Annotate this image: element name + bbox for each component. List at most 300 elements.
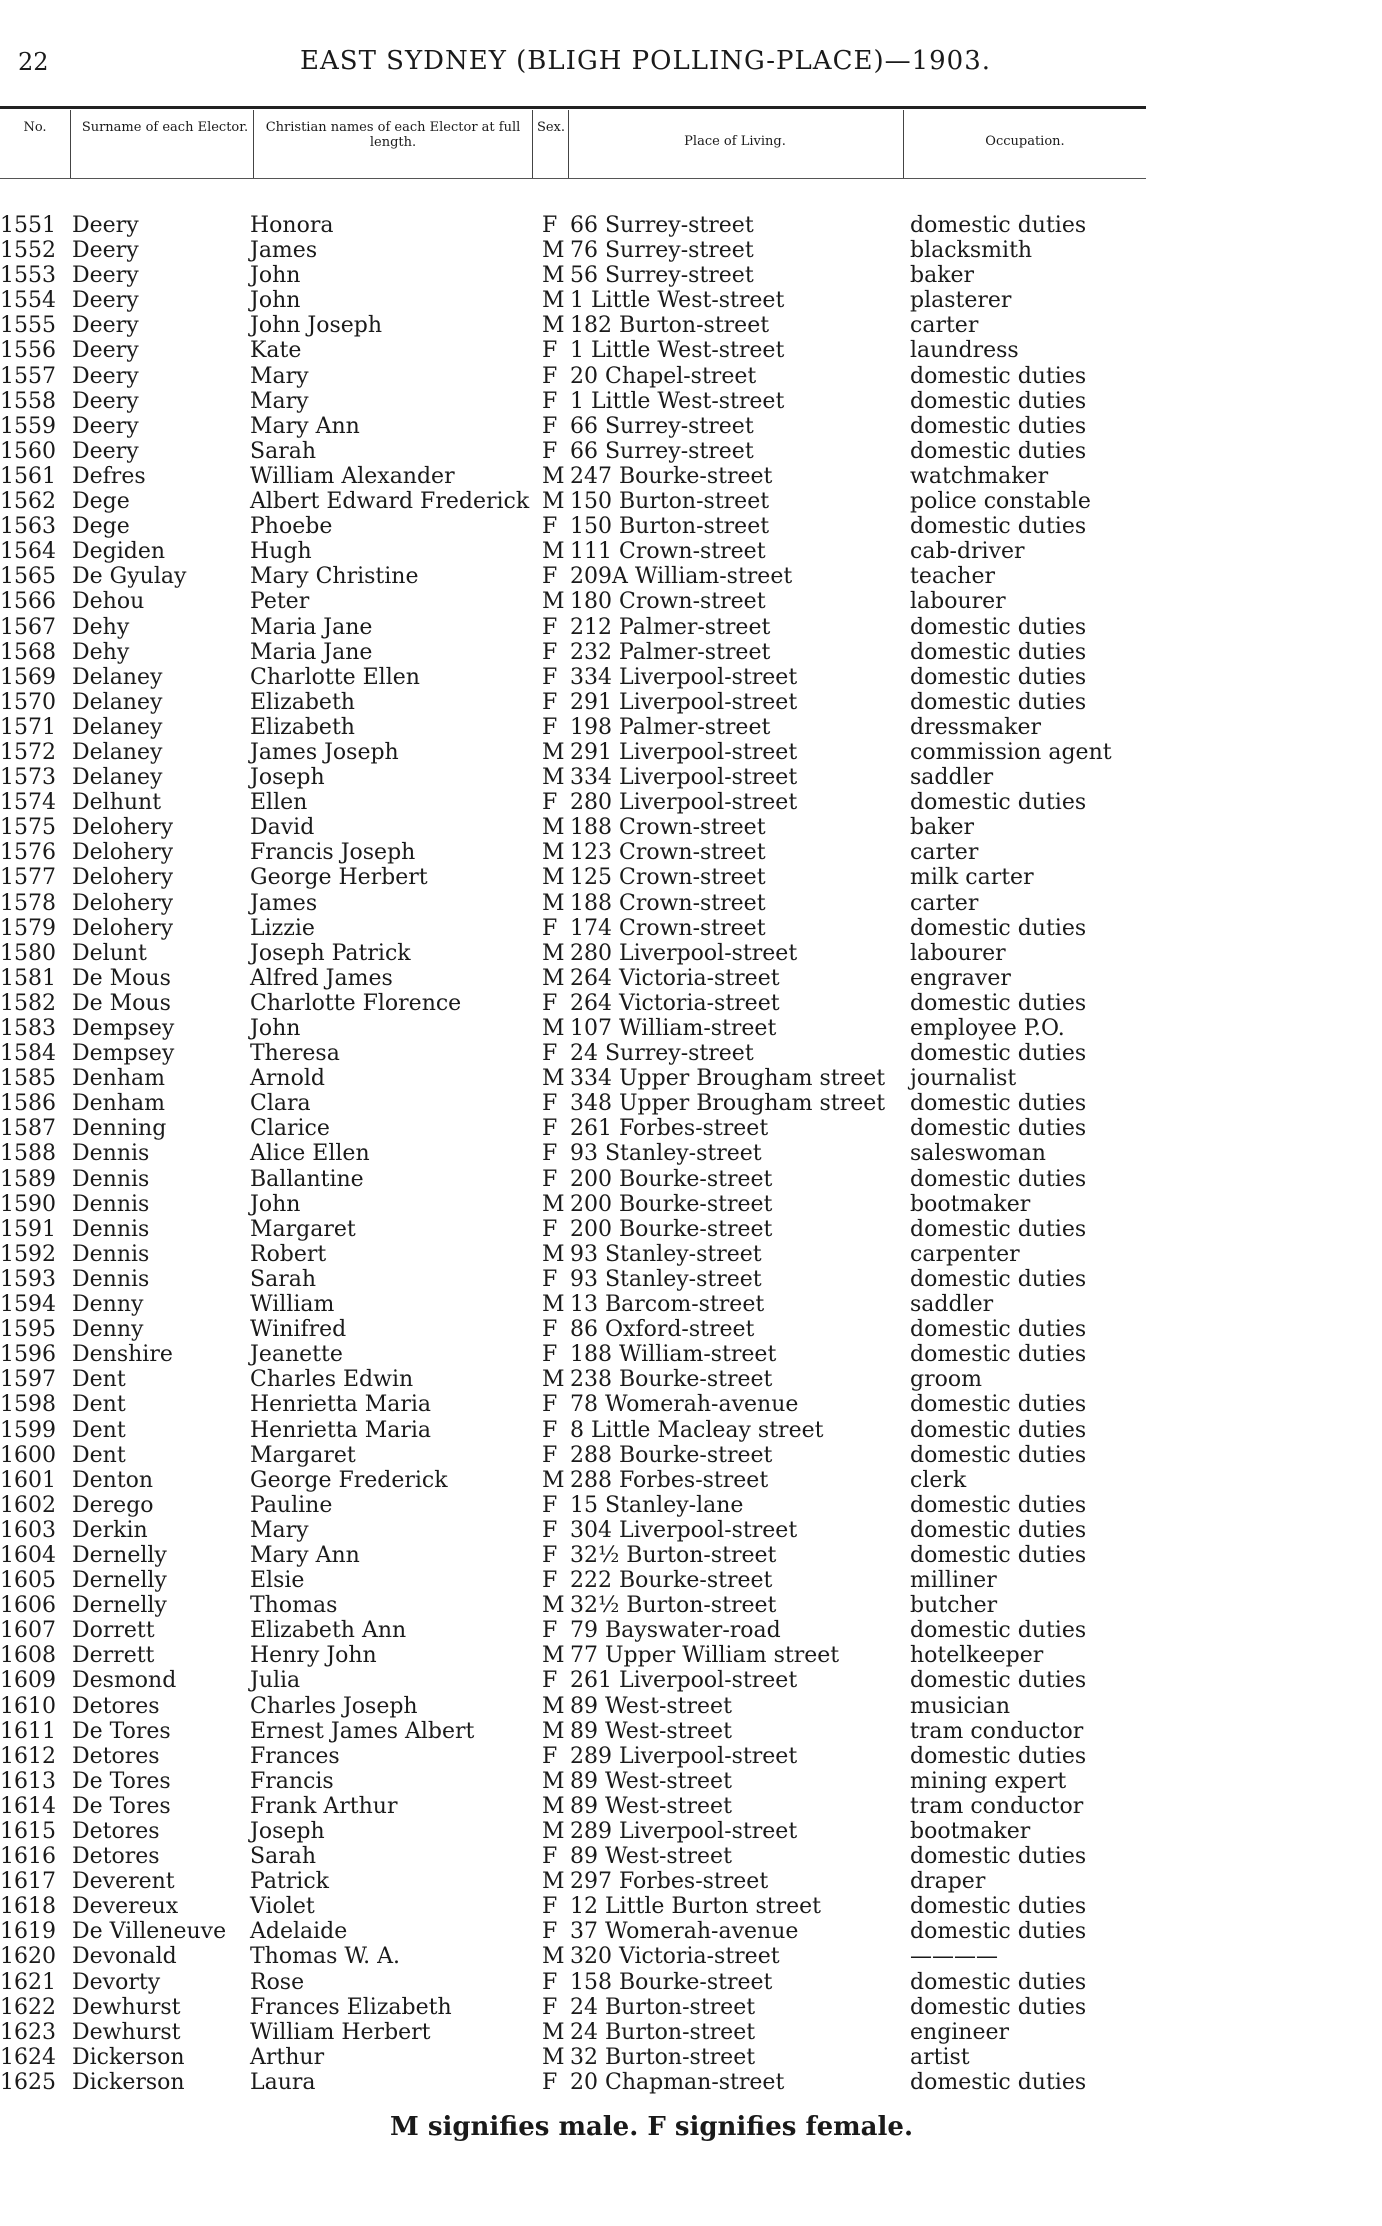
elector-occupation: engraver	[910, 965, 1011, 991]
elector-number: 1553	[0, 263, 56, 289]
elector-sex: F	[542, 1492, 558, 1518]
elector-surname: Delaney	[72, 664, 163, 690]
elector-sex: M	[542, 1718, 565, 1744]
elector-occupation: domestic duties	[910, 1969, 1087, 1995]
elector-occupation: saleswoman	[910, 1141, 1046, 1167]
table-row	[0, 1342, 1146, 1367]
elector-place-of-living: 150 Burton-street	[570, 489, 770, 515]
elector-sex: M	[542, 765, 565, 791]
elector-occupation: domestic duties	[910, 438, 1087, 464]
elector-sex: F	[542, 1091, 558, 1117]
elector-sex: F	[542, 1618, 558, 1644]
table-row	[0, 1041, 1146, 1066]
elector-place-of-living: 291 Liverpool-street	[570, 739, 798, 765]
elector-sex: M	[542, 1467, 565, 1493]
elector-sex: M	[542, 2044, 565, 2070]
elector-christian-names: David	[250, 815, 315, 841]
elector-surname: Dehou	[72, 589, 145, 615]
elector-sex: F	[542, 714, 558, 740]
table-row	[0, 865, 1146, 890]
elector-number: 1596	[0, 1342, 56, 1368]
elector-occupation: baker	[910, 815, 975, 841]
header-rule-top	[0, 106, 1146, 109]
elector-christian-names: John	[250, 263, 301, 289]
elector-occupation: plasterer	[910, 288, 1012, 314]
elector-number: 1607	[0, 1618, 56, 1644]
elector-surname: De Tores	[72, 1768, 171, 1794]
elector-christian-names: Mary Christine	[250, 564, 419, 590]
elector-christian-names: Robert	[250, 1241, 327, 1267]
elector-sex: F	[542, 1542, 558, 1568]
elector-place-of-living: 77 Upper William street	[570, 1643, 840, 1669]
elector-sex: M	[542, 263, 565, 289]
elector-sex: M	[542, 1241, 565, 1267]
elector-place-of-living: 247 Bourke-street	[570, 463, 773, 489]
elector-surname: Dege	[72, 489, 130, 515]
elector-surname: De Tores	[72, 1793, 171, 1819]
elector-surname: Dewhurst	[72, 1994, 181, 2020]
table-row	[0, 1493, 1146, 1518]
elector-christian-names: Sarah	[250, 1844, 316, 1870]
table-row	[0, 1944, 1146, 1969]
elector-sex: F	[542, 1844, 558, 1870]
elector-sex: F	[542, 614, 558, 640]
elector-number: 1554	[0, 288, 56, 314]
elector-surname: Delaney	[72, 689, 163, 715]
elector-occupation: dressmaker	[910, 714, 1042, 740]
elector-place-of-living: 24 Surrey-street	[570, 1041, 754, 1067]
elector-sex: M	[542, 463, 565, 489]
elector-occupation: domestic duties	[910, 213, 1087, 238]
elector-christian-names: John Joseph	[250, 313, 383, 339]
elector-number: 1559	[0, 413, 56, 439]
elector-number: 1625	[0, 2069, 56, 2095]
elector-christian-names: Adelaide	[250, 1919, 348, 1945]
elector-christian-names: Margaret	[250, 1216, 356, 1242]
elector-occupation: domestic duties	[910, 689, 1087, 715]
elector-occupation: teacher	[910, 564, 996, 590]
elector-place-of-living: 280 Liverpool-street	[570, 790, 798, 816]
elector-surname: Deery	[72, 338, 139, 364]
elector-christian-names: Henry John	[250, 1643, 377, 1669]
elector-number: 1568	[0, 639, 56, 665]
table-row	[0, 1167, 1146, 1192]
elector-place-of-living: 188 Crown-street	[570, 890, 766, 916]
elector-surname: Deery	[72, 213, 139, 238]
elector-place-of-living: 20 Chapman-street	[570, 2069, 785, 2095]
table-row	[0, 1267, 1146, 1292]
elector-place-of-living: 188 Crown-street	[570, 815, 766, 841]
elector-occupation: domestic duties	[910, 1517, 1087, 1543]
table-row	[0, 464, 1146, 489]
elector-occupation: tram conductor	[910, 1793, 1084, 1819]
elector-occupation: domestic duties	[910, 614, 1087, 640]
elector-number: 1617	[0, 1869, 56, 1895]
elector-sex: M	[542, 2019, 565, 2045]
elector-place-of-living: 200 Bourke-street	[570, 1191, 773, 1217]
elector-place-of-living: 288 Forbes-street	[570, 1467, 769, 1493]
table-row	[0, 991, 1146, 1016]
elector-occupation: carter	[910, 890, 979, 916]
elector-surname: Detores	[72, 1819, 160, 1844]
elector-sex: F	[542, 438, 558, 464]
elector-christian-names: Elizabeth Ann	[250, 1618, 407, 1644]
elector-number: 1557	[0, 363, 56, 389]
elector-number: 1583	[0, 1016, 56, 1041]
table-row	[0, 414, 1146, 439]
table-row	[0, 238, 1146, 263]
elector-surname: Delohery	[72, 915, 174, 941]
elector-place-of-living: 289 Liverpool-street	[570, 1743, 798, 1769]
table-row	[0, 1116, 1146, 1141]
elector-number: 1604	[0, 1542, 56, 1568]
elector-christian-names: James	[250, 238, 318, 264]
elector-number: 1589	[0, 1166, 56, 1192]
elector-sex: M	[542, 1016, 565, 1041]
elector-place-of-living: 89 West-street	[570, 1793, 732, 1819]
elector-number: 1585	[0, 1066, 56, 1092]
elector-surname: Delaney	[72, 739, 163, 765]
table-row	[0, 564, 1146, 589]
elector-surname: Dernelly	[72, 1568, 167, 1594]
elector-place-of-living: 107 William-street	[570, 1016, 777, 1041]
elector-sex: M	[542, 940, 565, 966]
elector-christian-names: Mary	[250, 1517, 309, 1543]
elector-sex: M	[542, 238, 565, 264]
elector-number: 1590	[0, 1191, 56, 1217]
elector-occupation: engineer	[910, 2019, 1010, 2045]
elector-place-of-living: 123 Crown-street	[570, 840, 766, 866]
elector-place-of-living: 89 West-street	[570, 1718, 732, 1744]
elector-surname: De Mous	[72, 965, 171, 991]
table-row	[0, 916, 1146, 941]
elector-christian-names: Sarah	[250, 1266, 316, 1292]
table-row	[0, 439, 1146, 464]
elector-sex: F	[542, 1216, 558, 1242]
elector-sex: F	[542, 1668, 558, 1694]
elector-christian-names: William	[250, 1292, 335, 1318]
elector-occupation: domestic duties	[910, 1844, 1087, 1870]
table-row	[0, 1367, 1146, 1392]
elector-number: 1552	[0, 238, 56, 264]
elector-sex: M	[542, 1944, 565, 1970]
elector-surname: Delaney	[72, 714, 163, 740]
table-row	[0, 1819, 1146, 1844]
elector-place-of-living: 334 Liverpool-street	[570, 765, 798, 791]
elector-christian-names: Lizzie	[250, 915, 315, 941]
elector-number: 1577	[0, 865, 56, 891]
elector-christian-names: Joseph	[250, 765, 325, 791]
elector-surname: Dennis	[72, 1266, 150, 1292]
elector-surname: Dickerson	[72, 2069, 185, 2095]
elector-occupation: police constable	[910, 489, 1091, 515]
elector-occupation: domestic duties	[910, 1216, 1087, 1242]
elector-sex: F	[542, 1894, 558, 1920]
elector-surname: Deery	[72, 288, 139, 314]
elector-number: 1612	[0, 1743, 56, 1769]
elector-number: 1567	[0, 614, 56, 640]
elector-place-of-living: 289 Liverpool-street	[570, 1819, 798, 1844]
table-row	[0, 1418, 1146, 1443]
elector-christian-names: Mary Ann	[250, 1542, 360, 1568]
elector-christian-names: Maria Jane	[250, 639, 373, 665]
elector-occupation: domestic duties	[910, 1091, 1087, 1117]
elector-sex: M	[542, 1693, 565, 1719]
elector-surname: Delohery	[72, 840, 174, 866]
elector-surname: Denshire	[72, 1342, 173, 1368]
elector-occupation: milk carter	[910, 865, 1034, 891]
elector-christian-names: Peter	[250, 589, 310, 615]
elector-number: 1578	[0, 890, 56, 916]
elector-occupation: domestic duties	[910, 1266, 1087, 1292]
elector-place-of-living: 66 Surrey-street	[570, 213, 754, 238]
elector-occupation: watchmaker	[910, 463, 1049, 489]
table-row	[0, 941, 1146, 966]
elector-christian-names: Thomas	[250, 1593, 338, 1619]
elector-surname: Devorty	[72, 1969, 161, 1995]
elector-sex: M	[542, 288, 565, 314]
elector-place-of-living: 8 Little Macleay street	[570, 1417, 824, 1443]
elector-christian-names: Charlotte Florence	[250, 990, 462, 1016]
elector-christian-names: John	[250, 288, 301, 314]
table-row	[0, 539, 1146, 564]
table-row	[0, 665, 1146, 690]
elector-occupation: mining expert	[910, 1768, 1067, 1794]
elector-occupation: domestic duties	[910, 1542, 1087, 1568]
table-row	[0, 288, 1146, 313]
elector-place-of-living: 182 Burton-street	[570, 313, 770, 339]
elector-surname: Deery	[72, 263, 139, 289]
elector-occupation: hotelkeeper	[910, 1643, 1044, 1669]
elector-surname: Denny	[72, 1317, 144, 1343]
elector-christian-names: Patrick	[250, 1869, 329, 1895]
elector-surname: Dennis	[72, 1166, 150, 1192]
elector-occupation: domestic duties	[910, 664, 1087, 690]
elector-surname: Derego	[72, 1492, 154, 1518]
elector-place-of-living: 32 Burton-street	[570, 2044, 756, 2070]
elector-occupation: domestic duties	[910, 1743, 1087, 1769]
elector-surname: Dent	[72, 1417, 126, 1443]
elector-number: 1610	[0, 1693, 56, 1719]
elector-christian-names: William Herbert	[250, 2019, 431, 2045]
elector-number: 1575	[0, 815, 56, 841]
elector-number: 1606	[0, 1593, 56, 1619]
elector-sex: M	[542, 1768, 565, 1794]
elector-occupation: draper	[910, 1869, 986, 1895]
elector-number: 1564	[0, 539, 56, 565]
elector-christian-names: Francis Joseph	[250, 840, 416, 866]
elector-christian-names: Mary	[250, 388, 309, 414]
elector-christian-names: Jeanette	[250, 1342, 343, 1368]
elector-christian-names: Frances	[250, 1743, 340, 1769]
elector-place-of-living: 12 Little Burton street	[570, 1894, 821, 1920]
col-header-place: Place of Living.	[684, 134, 786, 149]
table-row	[0, 489, 1146, 514]
elector-occupation: bootmaker	[910, 1819, 1031, 1844]
elector-number: 1561	[0, 463, 56, 489]
elector-sex: M	[542, 739, 565, 765]
elector-occupation: baker	[910, 263, 975, 289]
elector-number: 1563	[0, 514, 56, 540]
table-row	[0, 514, 1146, 539]
elector-occupation: domestic duties	[910, 1342, 1087, 1368]
elector-christian-names: Clara	[250, 1091, 311, 1117]
table-row	[0, 389, 1146, 414]
elector-number: 1572	[0, 739, 56, 765]
elector-number: 1599	[0, 1417, 56, 1443]
elector-occupation: artist	[910, 2044, 970, 2070]
table-row	[0, 1317, 1146, 1342]
col-header-surname: Surname of each Elector.	[81, 120, 249, 135]
table-row	[0, 338, 1146, 363]
elector-surname: Delunt	[72, 940, 147, 966]
elector-surname: Dent	[72, 1442, 126, 1468]
elector-surname: Deverent	[72, 1869, 175, 1895]
elector-place-of-living: 200 Bourke-street	[570, 1216, 773, 1242]
elector-christian-names: Pauline	[250, 1492, 333, 1518]
elector-place-of-living: 32½ Burton-street	[570, 1593, 777, 1619]
elector-christian-names: Henrietta Maria	[250, 1417, 432, 1443]
elector-sex: M	[542, 589, 565, 615]
column-divider	[568, 110, 569, 178]
elector-number: 1618	[0, 1894, 56, 1920]
elector-sex: M	[542, 890, 565, 916]
elector-surname: Denham	[72, 1091, 165, 1117]
elector-christian-names: Winifred	[250, 1317, 347, 1343]
elector-surname: Degiden	[72, 539, 166, 565]
elector-christian-names: James	[250, 890, 318, 916]
elector-sex: F	[542, 1116, 558, 1142]
elector-sex: F	[542, 413, 558, 439]
elector-sex: F	[542, 213, 558, 238]
elector-sex: F	[542, 338, 558, 364]
elector-sex: F	[542, 1417, 558, 1443]
elector-place-of-living: 125 Crown-street	[570, 865, 766, 891]
elector-occupation: domestic duties	[910, 514, 1087, 540]
elector-sex: M	[542, 539, 565, 565]
elector-occupation: domestic duties	[910, 1894, 1087, 1920]
elector-surname: Dorrett	[72, 1618, 155, 1644]
elector-sex: M	[542, 1793, 565, 1819]
elector-place-of-living: 232 Palmer-street	[570, 639, 771, 665]
elector-place-of-living: 76 Surrey-street	[570, 238, 754, 264]
elector-number: 1623	[0, 2019, 56, 2045]
table-row	[0, 1468, 1146, 1493]
elector-place-of-living: 93 Stanley-street	[570, 1266, 762, 1292]
elector-place-of-living: 150 Burton-street	[570, 514, 770, 540]
table-row	[0, 1141, 1146, 1166]
elector-surname: Denning	[72, 1116, 167, 1142]
elector-surname: Dehy	[72, 614, 130, 640]
table-row	[0, 1794, 1146, 1819]
table-row	[0, 313, 1146, 338]
elector-christian-names: Mary	[250, 363, 309, 389]
elector-occupation: domestic duties	[910, 1041, 1087, 1067]
elector-occupation: domestic duties	[910, 1442, 1087, 1468]
table-row	[0, 1543, 1146, 1568]
elector-place-of-living: 37 Womerah-avenue	[570, 1919, 799, 1945]
elector-sex: M	[542, 840, 565, 866]
elector-surname: De Villeneuve	[72, 1919, 227, 1945]
elector-occupation: domestic duties	[910, 915, 1087, 941]
table-row	[0, 640, 1146, 665]
table-row	[0, 364, 1146, 389]
elector-sex: F	[542, 1743, 558, 1769]
table-row	[0, 1192, 1146, 1217]
elector-surname: De Gyulay	[72, 564, 187, 590]
elector-occupation: domestic duties	[910, 363, 1087, 389]
elector-surname: Delhunt	[72, 790, 162, 816]
elector-number: 1597	[0, 1367, 56, 1393]
table-row	[0, 715, 1146, 740]
table-row	[0, 1016, 1146, 1041]
elector-christian-names: Alfred James	[250, 965, 393, 991]
column-divider	[70, 110, 71, 178]
elector-sex: F	[542, 1568, 558, 1594]
page-title: EAST SYDNEY (BLIGH POLLING-PLACE)—1903.	[300, 46, 992, 76]
elector-place-of-living: 1 Little West-street	[570, 288, 785, 314]
elector-number: 1582	[0, 990, 56, 1016]
elector-sex: F	[542, 363, 558, 389]
table-row	[0, 1593, 1146, 1618]
elector-surname: Dent	[72, 1367, 126, 1393]
elector-number: 1587	[0, 1116, 56, 1142]
elector-christian-names: William Alexander	[250, 463, 455, 489]
table-row	[0, 1970, 1146, 1995]
elector-christian-names: Ballantine	[250, 1166, 364, 1192]
elector-christian-names: Hugh	[250, 539, 312, 565]
elector-number: 1619	[0, 1919, 56, 1945]
elector-surname: Dennis	[72, 1191, 150, 1217]
elector-number: 1601	[0, 1467, 56, 1493]
elector-christian-names: Margaret	[250, 1442, 356, 1468]
elector-place-of-living: 348 Upper Brougham street	[570, 1091, 886, 1117]
elector-place-of-living: 66 Surrey-street	[570, 438, 754, 464]
elector-place-of-living: 15 Stanley-lane	[570, 1492, 744, 1518]
elector-surname: Deery	[72, 388, 139, 414]
elector-surname: Detores	[72, 1844, 160, 1870]
elector-occupation: domestic duties	[910, 1668, 1087, 1694]
elector-sex: F	[542, 2069, 558, 2095]
elector-sex: F	[542, 514, 558, 540]
elector-occupation: employee P.O.	[910, 1016, 1065, 1041]
col-header-occupation: Occupation.	[985, 134, 1065, 149]
elector-sex: F	[542, 1442, 558, 1468]
elector-sex: M	[542, 1869, 565, 1895]
elector-surname: Derkin	[72, 1517, 148, 1543]
elector-christian-names: Charlotte Ellen	[250, 664, 420, 690]
elector-sex: M	[542, 1066, 565, 1092]
elector-occupation: journalist	[910, 1066, 1017, 1092]
elector-occupation: domestic duties	[910, 1392, 1087, 1418]
elector-place-of-living: 264 Victoria-street	[570, 965, 780, 991]
elector-surname: Dennis	[72, 1216, 150, 1242]
elector-christian-names: Frank Arthur	[250, 1793, 398, 1819]
column-divider	[903, 110, 904, 178]
elector-place-of-living: 291 Liverpool-street	[570, 689, 798, 715]
table-row	[0, 1443, 1146, 1468]
elector-occupation: bootmaker	[910, 1191, 1031, 1217]
elector-surname: Derrett	[72, 1643, 155, 1669]
elector-christian-names: Frances Elizabeth	[250, 1994, 452, 2020]
elector-christian-names: Elsie	[250, 1568, 305, 1594]
elector-sex: F	[542, 689, 558, 715]
elector-occupation: domestic duties	[910, 388, 1087, 414]
elector-sex: F	[542, 915, 558, 941]
page-number: 22	[18, 48, 49, 76]
table-row	[0, 1091, 1146, 1116]
elector-christian-names: George Frederick	[250, 1467, 448, 1493]
